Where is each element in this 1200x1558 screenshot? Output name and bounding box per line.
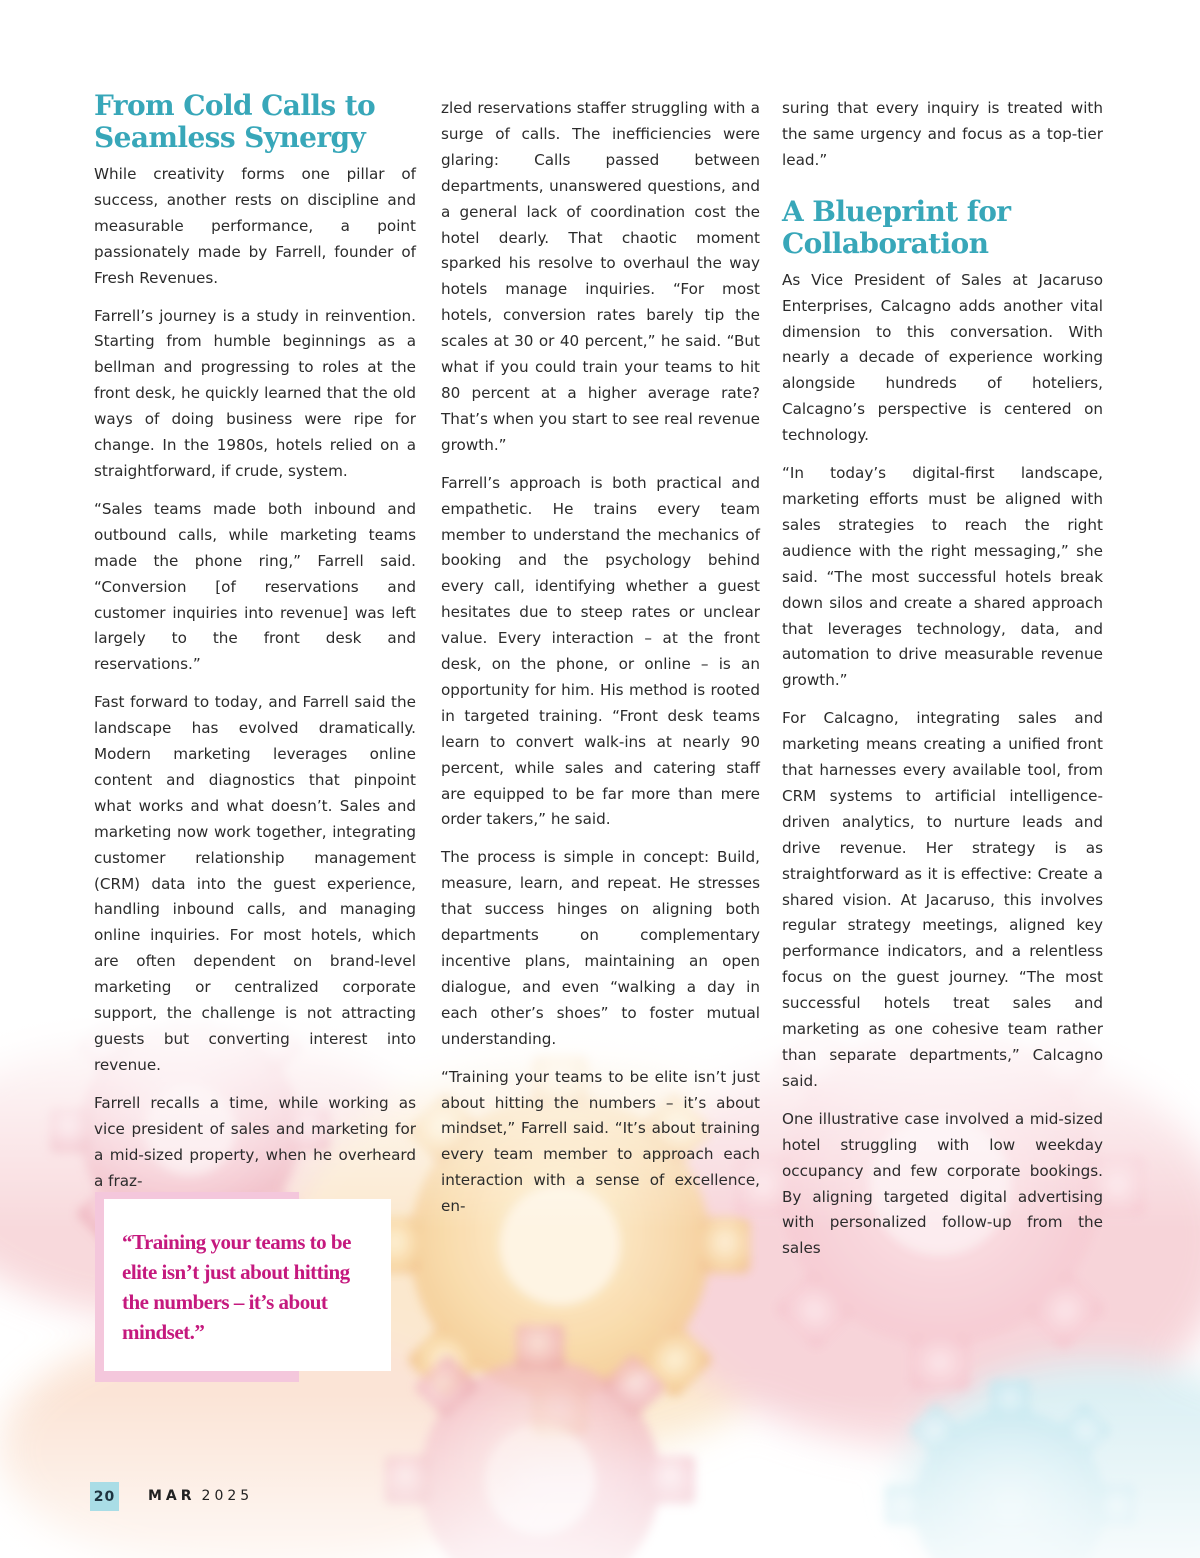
section-heading-blueprint: A Blueprint for Collaboration <box>782 194 1011 260</box>
paragraph: Farrell’s journey is a study in reinvention. Starting from humble beginnings as a bellman and progressing to roles at the front desk, he quickly learned that the old ways of doing business were ripe for change. In the 1980s, hotels relied on a straightforward, if crude, system. <box>94 306 416 480</box>
paragraph: While creativity forms one pillar of success, another rests on discipline and measurable performance, a point passionately made by Farrell, founder of Fresh Revenues. <box>94 165 416 287</box>
pull-quote-text: “Training your teams to be elite isn’t just about hitting the numbers – it’s about mindset.” <box>122 1230 351 1344</box>
issue-year: 2025 <box>201 1488 254 1504</box>
paragraph: “Sales teams made both inbound and outbound calls, while marketing teams made the phone ring,” Farrell said. “Conversion [of reservations and customer inquiries into revenue] was left largely to the front desk and reservations.” <box>94 499 416 674</box>
article-column-1 <box>94 90 416 1206</box>
paragraph: As Vice President of Sales at Jacaruso Enterprises, Calcagno adds another vital dimension to this conversation. With nearly a decade of experience working alongside hundreds of hoteliers, Calcagno’s perspective is centered on technology. <box>782 270 1103 445</box>
page-number: 20 <box>90 1482 119 1511</box>
pull-quote-box <box>104 1199 391 1371</box>
paragraph: suring that every inquiry is treated with the same urgency and focus as a top-tier lead.” <box>782 99 1103 169</box>
paragraph: Farrell’s approach is both practical and empathetic. He trains every team member to understand the mechanics of booking and the psychology behind every call, identifying whether a guest hesitates due to steep rates or unclear value. Every interaction – at the front desk, on the phone, or online – is an opportunity for him. His method is rooted in targeted training. “Front desk teams learn to convert walk-ins at nearly 90 percent, while sales and catering staff are equipped to be far more than mere order takers,” he said. <box>441 473 760 829</box>
paragraph: One illustrative case involved a mid-sized hotel struggling with low weekday occupancy and few corporate bookings. By aligning targeted digital advertising with personalized follow-up from the sales <box>782 1109 1103 1258</box>
paragraph: For Calcagno, integrating sales and marketing means creating a unified front that harnesses every available tool, from CRM systems to artificial intelligence-driven analytics, to nurture leads and drive revenue. Her strategy is as straightforward as it is effective: Create a shared vision. At Jacaruso, this involves regular strategy meetings, aligned key performance indicators, and a relentless focus on the guest journey. “The most successful hotels treat sales and marketing as one cohesive team rather than separate departments,” Calcagno said. <box>782 709 1103 1090</box>
paragraph: Farrell recalls a time, while working as vice president of sales and marketing for a mid-sized property, when he overheard a fraz- <box>94 1093 416 1190</box>
paragraph: The process is simple in concept: Build, measure, learn, and repeat. He stresses that success hinges on aligning both departments on complementary incentive plans, maintaining an open dialogue, and even “walking a day in each other’s shoes” to foster mutual understanding. <box>441 848 760 1048</box>
issue-month: MAR <box>148 1488 196 1504</box>
paragraph: “Training your teams to be elite isn’t just about hitting the numbers – it’s about mindset,” Farrell said. “It’s about training every team member to approach each interaction with a sense of excellence, en- <box>441 1067 760 1216</box>
article-column-2 <box>441 96 760 1232</box>
article-column-3 <box>782 96 1103 1274</box>
paragraph: “In today’s digital-first landscape, marketing efforts must be aligned with sales strategies to reach the right audience with the right messaging,” she said. “The most successful hotels break down silos and create a shared approach that leverages technology, data, and automation to drive measurable revenue growth.” <box>782 464 1103 690</box>
section-heading-cold-calls: From Cold Calls to Seamless Synergy <box>94 89 376 154</box>
paragraph: Fast forward to today, and Farrell said the landscape has evolved dramatically. Modern marketing leverages online content and diagnostics that pinpoint what works and what doesn’t. Sales and marketing now work together, integrating customer relationship management (CRM) data into the guest experience, handling inbound calls, and managing online inquiries. For most hotels, which are often dependent on brand-level marketing or centralized corporate support, the challenge is not attracting guests but converting interest into revenue. <box>94 693 416 1074</box>
issue-date <box>148 1488 253 1504</box>
paragraph: zled reservations staffer struggling with a surge of calls. The inefficiencies were glaring: Calls passed between departments, unanswered questions, and a general lack of coordination cost the hotel dearly. That chaotic moment sparked his resolve to overhaul the way hotels manage inquiries. “For most hotels, conversion rates barely tip the scales at 30 or 40 percent,” he said. “But what if you could train your teams to hit 80 percent at a higher average rate? That’s when you start to see real revenue growth.” <box>441 99 760 454</box>
